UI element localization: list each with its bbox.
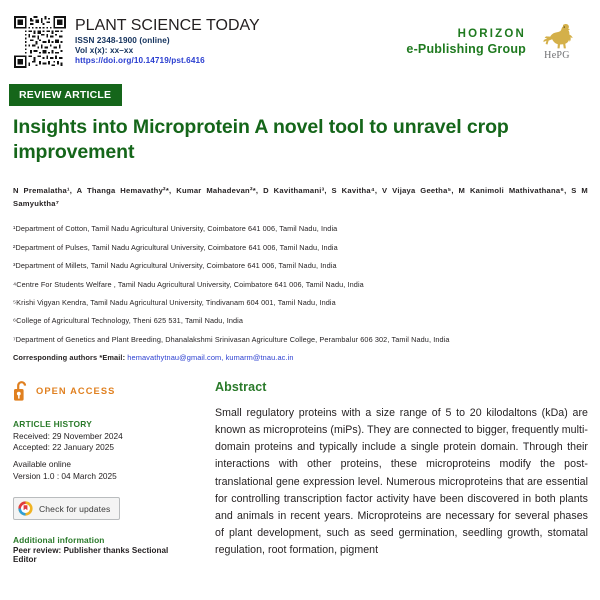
- additional-information-heading: Additional information: [13, 535, 105, 546]
- received-date: Received: 29 November 2024: [13, 430, 123, 441]
- corresponding-emails[interactable]: hemavathytnau@gmail.com, kumarm@tnau.ac.in: [127, 352, 294, 362]
- open-access-label: OPEN ACCESS: [36, 385, 116, 396]
- accepted-date: Accepted: 22 January 2025: [13, 442, 115, 453]
- affiliation-item: ¹Department of Cotton, Tamil Nadu Agricultural University, Coimbatore 641 006, Tamil Nadu, India: [13, 224, 338, 234]
- article-title: Insights into Microprotein A novel tool to unravel crop improvement: [13, 116, 509, 163]
- affiliation-item: ⁷Department of Genetics and Plant Breeding, Dhanalakshmi Srinivasan Agriculture College, Perambalur 606 302, Tamil Nadu, India: [13, 334, 450, 344]
- journal-volume: Vol x(x): xx–xx: [75, 45, 134, 55]
- review-article-badge: REVIEW ARTICLE: [9, 84, 122, 106]
- sidebar-column: [13, 380, 191, 564]
- journal-issn: ISSN 2348-1900 (online): [75, 35, 170, 45]
- check-for-updates-button[interactable]: [13, 497, 120, 520]
- open-access-block: [13, 380, 191, 402]
- abstract-heading: Abstract: [215, 379, 267, 394]
- journal-metadata: [75, 16, 260, 66]
- article-history-heading: ARTICLE HISTORY: [13, 418, 93, 429]
- journal-header: [0, 0, 600, 65]
- publisher-subtitle: e-Publishing Group: [406, 41, 526, 56]
- crossmark-icon: [18, 501, 33, 516]
- article-history-block: [13, 419, 191, 482]
- article-type-row: [0, 62, 600, 106]
- griffin-logo-icon: [534, 22, 580, 61]
- abstract-column: [191, 380, 588, 564]
- version-date: Version 1.0 : 04 March 2025: [13, 470, 117, 481]
- peer-review-note: Peer review: Publisher thanks Sectional Editor: [13, 546, 169, 565]
- available-online-label: Available online: [13, 459, 71, 470]
- doi-link[interactable]: https://doi.org/10.14719/pst.6416: [75, 55, 205, 65]
- journal-name: PLANT SCIENCE TODAY: [75, 17, 260, 34]
- affiliation-item: ⁴Centre For Students Welfare , Tamil Nadu Agricultural University, Coimbatore 641 006, Tamil Nadu, India: [13, 279, 364, 289]
- abstract-text: Small regulatory proteins with a size range of 5 to 20 kilodaltons (kDa) are known as microproteins (miPs). They are connected to bigger, frequently multi-domain proteins and typically include a single protein domain. Through their interactions with other proteins, these microproteins modify the post-translational gene expression level. Numerous microproteins that are essential for controlling transcription factor activity have been discovered in both plants and animals in recent years. Microproteins are necessary for several phases of plant development, such as seed germination, seedling growth, stomatal regulation, root formation, pigment: [215, 406, 588, 557]
- affiliation-item: ²Department of Pulses, Tamil Nadu Agricultural University, Coimbatore 641 006, Tamil Nadu, India: [13, 242, 338, 252]
- additional-information-block: [13, 535, 191, 564]
- affiliation-item: ³Department of Millets, Tamil Nadu Agricultural University, Coimbatore 641 006, Tamil Nadu, India: [13, 261, 337, 271]
- affiliation-item: ⁶College of Agricultural Technology, Theni 625 531, Tamil Nadu, India: [13, 316, 244, 326]
- open-padlock-icon: [13, 380, 30, 402]
- author-list: N Premalatha¹, A Thanga Hemavathy²*, Kumar Mahadevan²*, D Kavithamani³, S Kavitha⁴, V Vijaya Geetha⁵, M Kanimoli Mathivathana⁶, S M Samyuktha⁷: [13, 185, 588, 209]
- corresponding-author: [13, 353, 588, 362]
- publisher-branding: [406, 16, 586, 61]
- corresponding-label: Corresponding authors *Email:: [13, 352, 126, 362]
- publisher-name: HORIZON: [457, 27, 526, 40]
- check-for-updates-label: Check for updates: [39, 503, 111, 514]
- affiliation-item: ⁵Krishi Vigyan Kendra, Tamil Nadu Agricultural University, Tindivanam 604 001, Tamil Nadu, India: [13, 297, 336, 307]
- body-columns: [0, 380, 600, 564]
- affiliation-list: [13, 224, 588, 344]
- qr-code-icon[interactable]: [14, 16, 66, 68]
- hepg-caption: HePG: [544, 50, 570, 61]
